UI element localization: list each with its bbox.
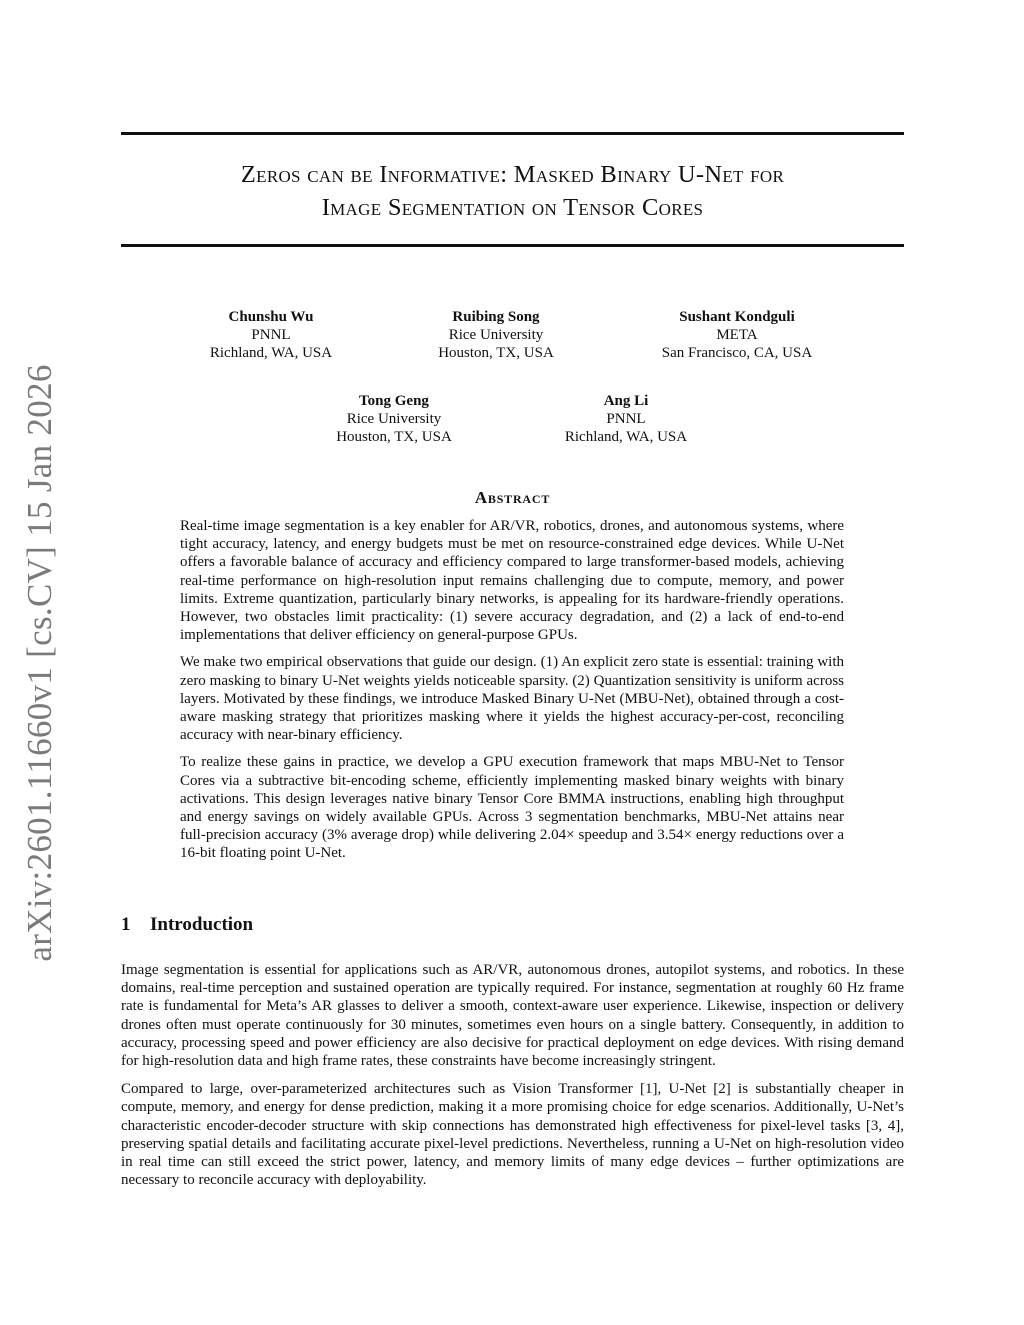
author-block: [496, 392, 756, 446]
abstract-paragraph: We make two empirical observations that guide our design. (1) An explicit zero state is essential: training with zero masking to binary U-Net weights yields noticeable sparsity. (2) Quantization sensitivity is uniform across layers. Motivated by these findings, we introduce Masked Binary U-Net (MBU-Net), obtained through a cost-aware masking strategy that prioritizes masking where it yields the highest accuracy-per-cost, reconciling accuracy with near-binary efficiency.: [180, 654, 844, 744]
author-affiliation: Rice University: [346, 411, 442, 427]
title-line-2: Image Segmentation on Tensor Cores: [321, 194, 704, 221]
author-name: Ang Li: [603, 393, 649, 409]
author-block: [264, 392, 524, 446]
author-affiliation: PNNL: [606, 411, 646, 427]
author-location: Richland, WA, USA: [209, 345, 333, 361]
abstract-body: [180, 517, 844, 872]
title-line-1: Zeros can be Informative: Masked Binary U-Net for: [240, 161, 785, 188]
author-location: Houston, TX, USA: [336, 429, 452, 445]
section-heading: [121, 914, 253, 936]
author-affiliation: Rice University: [448, 327, 544, 343]
section-title: Introduction: [150, 914, 254, 935]
body-paragraph: Image segmentation is essential for applications such as AR/VR, autonomous drones, autopilot systems, and robotics. In these domains, real-time perception and sustained operation are typically required. For instance, segmentation at roughly 60 Hz frame rate is fundamental for Meta’s AR glasses to deliver a smooth, context-aware user experience. Likewise, inspection or delivery drones often must operate continuously for 30 minutes, sometimes even hours on a single battery. Consequently, in addition to accuracy, processing speed and power efficiency are also decisive for practical deployment on edge devices. With rising demand for high-resolution data and high frame rates, these constraints have become increasingly stringent.: [121, 962, 904, 1070]
author-block: [141, 308, 401, 362]
author-name: Sushant Kondguli: [679, 309, 795, 325]
introduction-body: [121, 961, 904, 1199]
author-location: Richland, WA, USA: [564, 429, 688, 445]
author-location: San Francisco, CA, USA: [661, 345, 813, 361]
author-name: Chunshu Wu: [228, 309, 314, 325]
author-affiliation: PNNL: [251, 327, 291, 343]
title-rule-bottom: [121, 244, 904, 247]
abstract-paragraph: To realize these gains in practice, we develop a GPU execution framework that maps MBU-Net to Tensor Cores via a subtractive bit-encoding scheme, efficiently implementing masked binary weights with binary activations. This design leverages native binary Tensor Core BMMA instructions, enabling high throughput and energy savings on widely available GPUs. Across 3 segmentation benchmarks, MBU-Net attains near full-precision accuracy (3% average drop) while delivering 2.04× speedup and 3.54× energy reductions over a 16-bit floating point U-Net.: [180, 754, 844, 862]
paper-title: [121, 158, 904, 224]
abstract-paragraph: Real-time image segmentation is a key enabler for AR/VR, robotics, drones, and autonomous systems, where tight accuracy, latency, and energy budgets must be met on resource-constrained edge devices. While U-Net offers a favorable balance of accuracy and efficiency compared to large transformer-based models, achieving real-time performance on high-resolution input remains challenging due to compute, memory, and power limits. Extreme quantization, particularly binary networks, is appealing for its hardware-friendly operations. However, two obstacles limit practicality: (1) severe accuracy degradation, and (2) a lack of end-to-end implementations that deliver efficiency on general-purpose GPUs.: [180, 518, 844, 644]
abstract-heading: Abstract: [474, 488, 551, 507]
author-name: Tong Geng: [359, 393, 429, 409]
author-name: Ruibing Song: [452, 309, 540, 325]
author-location: Houston, TX, USA: [438, 345, 554, 361]
author-affiliation: META: [716, 327, 758, 343]
author-block: [366, 308, 626, 362]
section-number: 1: [121, 914, 131, 935]
author-block: [607, 308, 867, 362]
arxiv-identifier: arXiv:2601.11660v1 [cs.CV] 15 Jan 2026: [20, 364, 59, 962]
title-rule-top: [121, 132, 904, 135]
body-paragraph: Compared to large, over-parameterized architectures such as Vision Transformer [1], U-Net [2] is substantially cheaper in compute, memory, and energy for dense prediction, making it a more promising choice for edge scenarios. Additionally, U-Net’s characteristic encoder-decoder structure with skip connections has demonstrated high effectiveness for pixel-level tasks [3, 4], preserving spatial details and facilitating accurate pixel-level predictions. Nevertheless, running a U-Net on high-resolution video in real time can still exceed the strict power, latency, and memory limits of many edge devices – further optimizations are necessary to reconcile accuracy with deployability.: [121, 1081, 904, 1189]
